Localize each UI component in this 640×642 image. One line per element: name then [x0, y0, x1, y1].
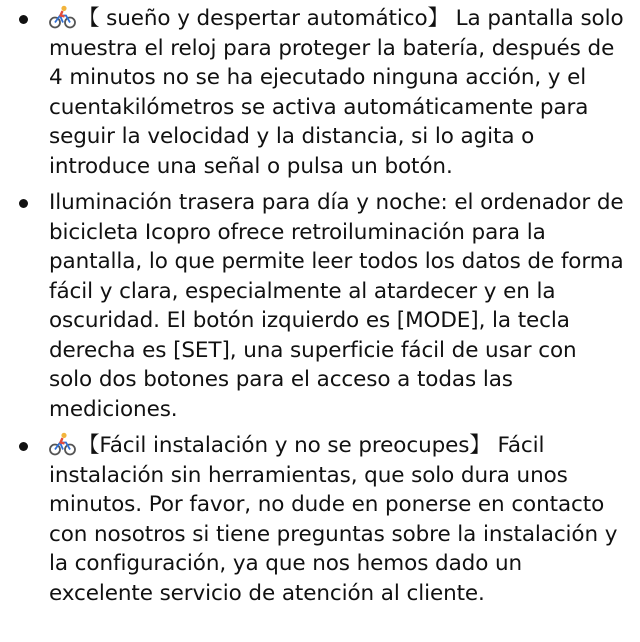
feature-item-installation	[0, 431, 640, 608]
cyclist-icon	[49, 432, 76, 456]
feature-description: La pantalla solo muestra el reloj para proteger la batería, después de 4 minutos no se ha ejecutado ninguna acción, y el cuentakilómetros se activa automáticamente para seguir la velocidad y la distancia, si lo agita o introduce una señal o pulsa un botón.	[49, 6, 624, 179]
bullet-dot	[19, 15, 28, 24]
cyclist-icon	[49, 5, 76, 29]
feature-description: Fácil instalación sin herramientas, que solo dura unos minutos. Por favor, no dude en ponerse en contacto con nosotros si tiene preguntas sobre la instalación y la configuración, ya que nos hemos dado un excelente servicio de atención al cliente.	[49, 433, 618, 606]
feature-description: Iluminación trasera para día y noche: el ordenador de bicicleta Icopro ofrece retroiluminación para la pantalla, lo que permite leer todos los datos de forma fácil y clara, especialmente al atardecer y en la oscuridad. El botón izquierdo es [MODE], la tecla derecha es [SET], una superficie fácil de usar con solo dos botones para el acceso a todas las mediciones.	[49, 190, 624, 422]
feature-item-backlight	[0, 188, 640, 424]
bullet-dot	[19, 199, 28, 208]
feature-title: 【Fácil instalación y no se preocupes】	[78, 433, 491, 458]
feature-bullet-list	[0, 4, 640, 615]
feature-title: 【 sueño y despertar automático】	[78, 6, 449, 31]
feature-item-auto-sleep	[0, 4, 640, 181]
bullet-dot	[19, 442, 28, 451]
